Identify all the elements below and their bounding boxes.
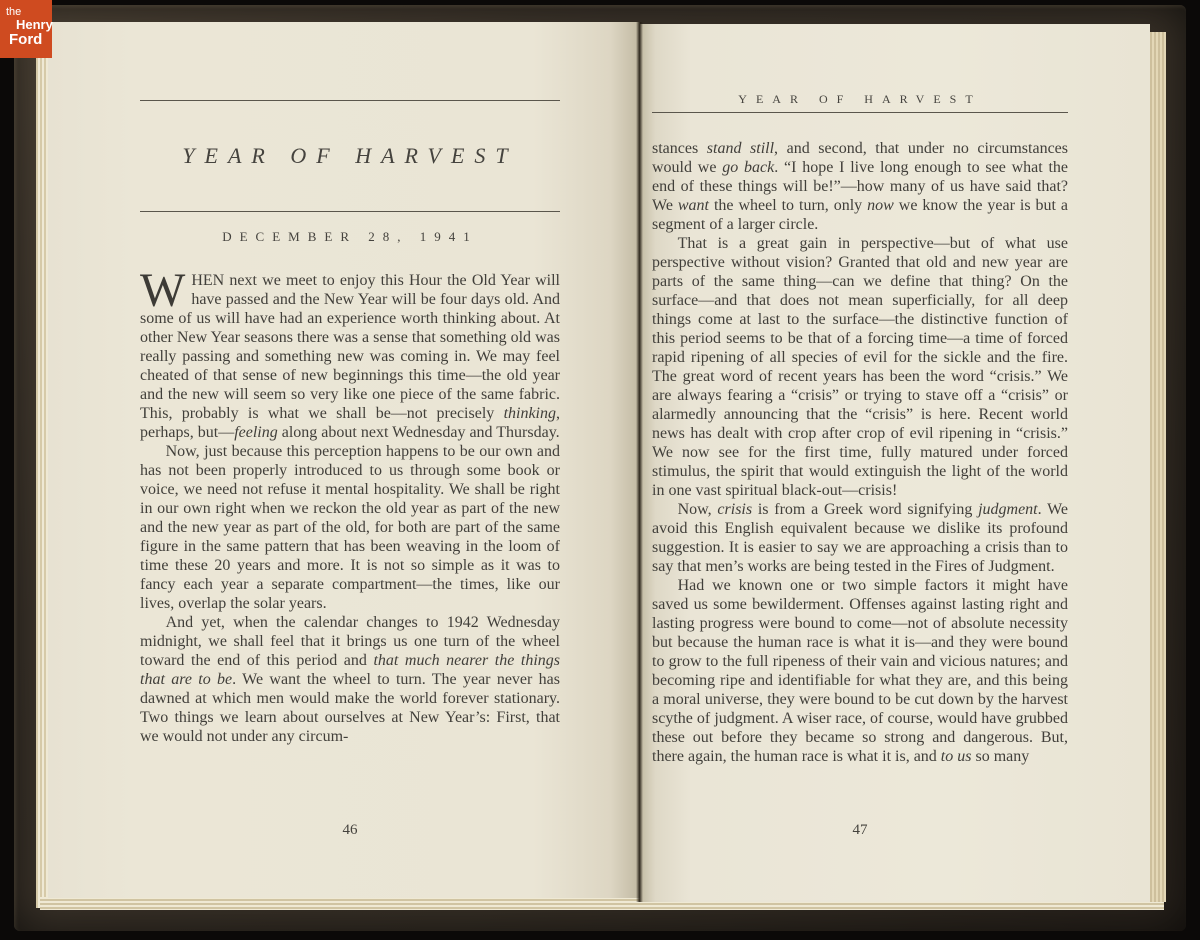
running-head: YEAR OF HARVEST [738,92,982,106]
paragraph [140,264,560,442]
page-edges-right [1148,32,1166,902]
title-rule-bottom [140,211,560,212]
logo-text-the: the [6,6,22,18]
right-page-number: 47 [852,822,868,838]
paragraph-text: HEN next we meet to enjoy this Hour the Old Year will have passed and the New Year will be four days old. And some of us will have had an experience worth thinking about. At other New Year seasons there was a sense that something old was really passing and something new was coming in. We may feel cheated of that sense of new beginnings this time—the old year and the new will seem so very like one piece of the same fabric. This, probably is what we shall be—not precisely thinking, perhaps, but—feeling along about next Wednesday and Thursday. [140,272,560,441]
paragraph: Now, crisis is from a Greek word signifying judgment. We avoid this English equivalent because we dislike its profound suggestion. It is easier to say we are approaching a crisis than to say that men’s works are being tested in the Fires of Judgment. [652,501,1069,575]
right-page-body [652,139,1068,766]
henry-ford-logo [0,0,52,58]
left-page-text-block [140,100,560,746]
right-page-text-block [652,92,1068,766]
running-head-rule [652,112,1068,113]
logo-text-henry: Henry [16,17,53,32]
logo-text-ford: Ford [9,31,43,48]
left-page-number: 46 [342,822,358,838]
chapter-title: YEAR OF HARVEST [182,143,518,168]
paragraph: Had we known one or two simple factors it might have saved us some bewilderment. Offenses against lasting right and lasting progress were bound to come—not of absolute necessity but because the human race is what it is—and they were bound to grow to the full ripeness of their vain and vicious natures; and becoming ripe and identifiable for what they are, and this being a moral universe, they were bound to be cut down by the harvest scythe of judgment. A wiser race, of course, would have grubbed these out before they became so strong and dangerous. But, there again, the human race is what it is, and to us so many [652,577,1068,765]
chapter-date: DECEMBER 28, 1941 [222,229,478,244]
title-rule-top [140,100,560,101]
left-page-body [140,264,561,746]
drop-cap: W [140,264,186,317]
paragraph: stances stand still, and second, that under no circumstances would we go back. “I hope I live long enough to see what the end of these things will be!”—how many of us have said that? We want the wheel to turn, only now we know the year is but a segment of a larger circle. [652,140,1069,233]
paragraph: And yet, when the calendar changes to 1942 Wednesday midnight, we shall feel that it brings us one turn of the wheel toward the end of this period and that much nearer the things that are to be. We want the wheel to turn. The year never has dawned at which men would make the world forever stationary. Two things we learn about ourselves at New Year’s: First, that we would not under any circum- [140,614,561,745]
paragraph: That is a great gain in perspective—but of what use perspective without vision? Granted that old and new year are parts of the same thing—can we define that thing? On the surface—and that does not mean superficially, for all deep things come at last to the surface—the distinctive function of this period seems to be that of a forcing time—a time of forced rapid ripening of all species of evil for the sickle and the fire. The great word of recent years has been the word “crisis.” We are always fearing a “crisis” or trying to stave off a “crisis” or alarmedly announcing that the “crisis” is here. Recent world news has dealt with crop after crop of evil ripening in “crisis.” We now see for the first time, fully matured under forced stimulus, the spirit that would extinguish the light of the world in one vast spiritual black-out—crisis! [652,235,1068,499]
paragraph: Now, just because this perception happens to be our own and has not been properly introduced to us through some book or voice, we need not refuse it mental hospitality. We shall be right in our own right when we reckon the old year as part of the new and the new year as part of the old, for both are part of the same figure in the same pattern that has been weaving in the loom of time these 20 years and more. It is not so simple as it was to fancy each year a separate compartment—the times, like our lives, overlap the solar years. [140,443,560,612]
book-gutter [636,22,643,902]
